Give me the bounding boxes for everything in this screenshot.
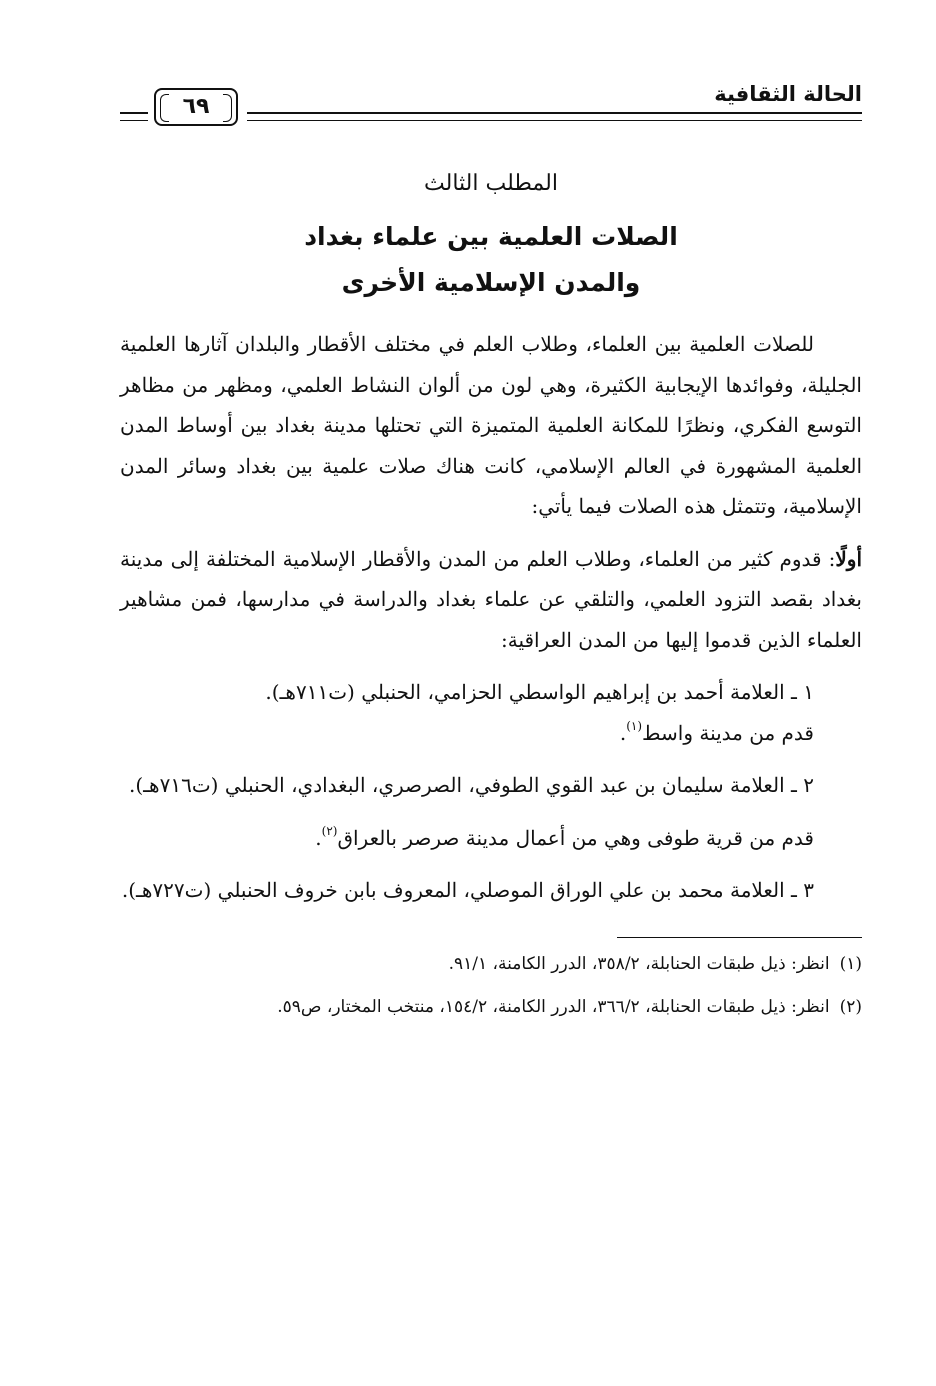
header-rule-left: [120, 112, 148, 121]
footnote-mark: (٢): [839, 996, 862, 1017]
section-title: [120, 214, 862, 306]
footnote-text: انظر: ذيل طبقات الحنابلة، ٣٥٨/٢، الدرر الكامنة، ٩١/١.: [448, 953, 830, 974]
section-title-line-1: الصلات العلمية بين علماء بغداد: [304, 222, 678, 251]
page-header: [120, 62, 862, 126]
origin-text: قدم من قرية طوفى وهي من أعمال مدينة صرصر بالعراق: [337, 825, 814, 850]
first-point-lead: أولًا: [835, 546, 863, 571]
list-item-origin: [120, 818, 862, 859]
footnote-text: انظر: ذيل طبقات الحنابلة، ٣٦٦/٢، الدرر الكامنة، ١٥٤/٢، منتخب المختار، ص٥٩.: [277, 996, 830, 1017]
running-title: الحالة الثقافية: [714, 82, 862, 106]
footnote: [120, 991, 862, 1024]
origin-text: قدم من مدينة واسط: [642, 720, 814, 745]
first-point-paragraph: [120, 539, 862, 661]
list-item: ١ ـ العلامة أحمد بن إبراهيم الواسطي الحزامي، الحنبلي (ت٧١١هـ).: [265, 680, 814, 704]
header-rule-right: [247, 112, 862, 121]
footnote-ref[interactable]: (١): [626, 718, 643, 733]
section-label: المطلب الثالث: [424, 171, 558, 196]
book-page: [120, 62, 862, 1352]
section-title-line-2: والمدن الإسلامية الأخرى: [341, 268, 641, 297]
footnote-ref[interactable]: (٢): [321, 823, 338, 838]
origin-end: .: [315, 825, 322, 850]
first-point-text: : قدوم كثير من العلماء، وطلاب العلم من المدن والأقطار الإسلامية المختلفة إلى مدينة بغداد بقصد التزود العلمي، والتلقي عن علماء بغداد والدراسة في مدارسها، فمن مشاهير العلماء الذين قدموا إليها من المدن العراقية:: [120, 546, 862, 652]
list-item: ٢ ـ العلامة سليمان بن عبد القوي الطوفي، الصرصري، البغدادي، الحنبلي (ت٧١٦هـ).: [129, 773, 814, 797]
origin-end: .: [619, 720, 627, 745]
list-item: ٣ ـ العلامة محمد بن علي الوراق الموصلي، المعروف بابن خروف الحنبلي (ت٧٢٧هـ).: [121, 878, 814, 902]
intro-paragraph: للصلات العلمية بين العلماء، وطلاب العلم في مختلف الأقطار والبلدان آثارها العلمية الجليلة، وفوائدها الإيجابية الكثيرة، وهي لون من ألوان النشاط العلمي، ومظهر من مظاهر التوسع الفكري، ونظرًا للمكانة العلمية المتميزة التي تحتلها مدينة بغداد بين أوساط المدن العلمية المشهورة في العالم الإسلامي، كانت هناك صلات علمية بين بغداد وسائر المدن الإسلامية، وتتمثل هذه الصلات فيما يأتي:: [120, 332, 862, 518]
list-item-origin: [120, 713, 862, 754]
footnote-divider: [617, 937, 862, 938]
footnote: [120, 948, 862, 981]
footnote-mark: (١): [839, 953, 862, 974]
page-number: ٦٩: [154, 88, 238, 126]
